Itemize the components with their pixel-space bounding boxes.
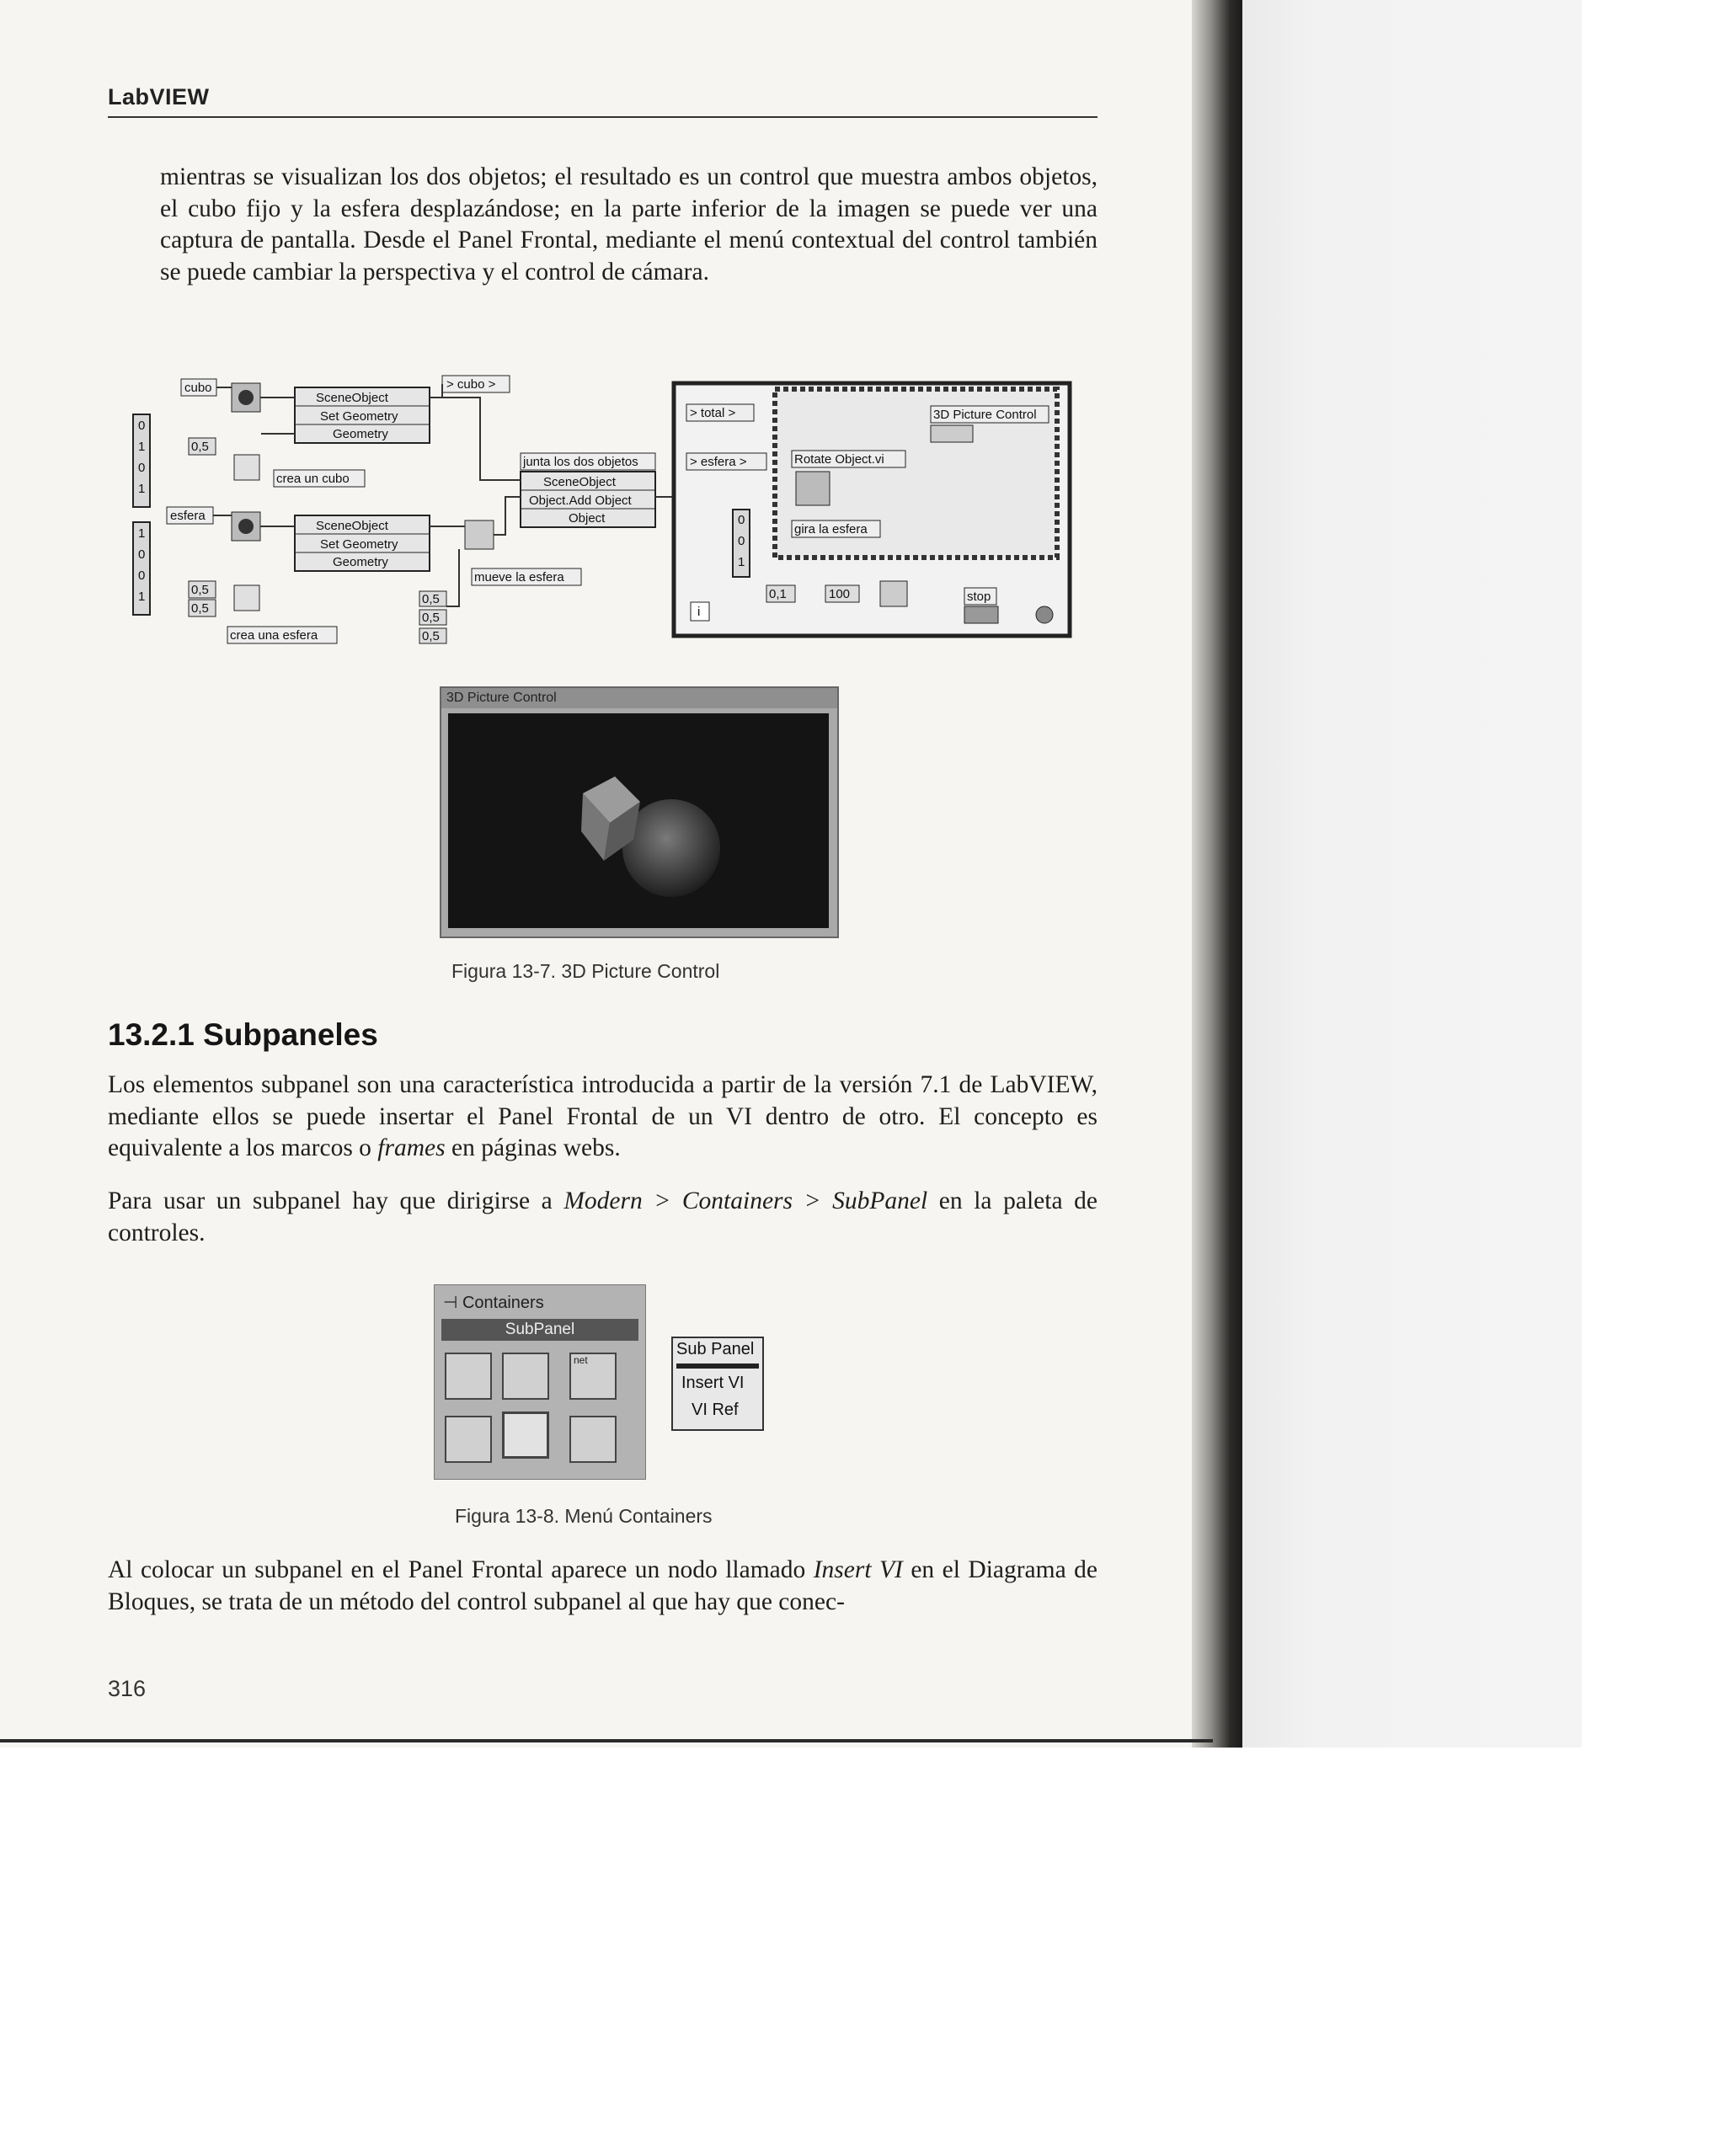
crea-cubo-label: crea un cubo (276, 472, 350, 486)
stop-label: stop (967, 590, 991, 604)
esfera-label: esfera (170, 509, 206, 523)
bit-2-2: 0 (138, 568, 146, 583)
scene-object-3: SceneObject (543, 475, 616, 489)
bit-3-0: 0 (738, 513, 745, 527)
wait-timer-icon (880, 581, 907, 606)
subpanel-node-method: Insert VI (681, 1374, 745, 1392)
paragraph-3-italic: Insert VI (813, 1556, 903, 1583)
header-rule (108, 116, 1097, 118)
paragraph-3-text-a: Al colocar un subpanel en el Panel Frontal aparece un nodo llamado (108, 1556, 814, 1583)
property-node-1 (295, 387, 430, 443)
vertical-splitter-icon (502, 1353, 549, 1400)
picture-control-title: 3D Picture Control (441, 688, 837, 708)
rotate-label: Rotate Object.vi (794, 452, 884, 467)
bit-2-1: 0 (138, 547, 146, 562)
iteration-label: i (697, 605, 701, 619)
const-05-c: 0,5 (191, 601, 209, 616)
picture-control-canvas (448, 713, 829, 928)
header-title: LabVIEW (108, 84, 210, 109)
picture-control-window (440, 686, 839, 938)
move-sphere-icon (465, 520, 494, 549)
stop-terminal-icon (964, 606, 998, 623)
crea-esfera-label: crea una esfera (230, 628, 318, 643)
paragraph-2-italic: Modern > Containers > SubPanel (563, 1187, 928, 1214)
intro-paragraph (160, 162, 1097, 288)
create-cube-icon (234, 455, 259, 480)
mueve-esfera-label: mueve la esfera (474, 570, 564, 584)
bit-1-1: 1 (138, 440, 146, 454)
horizontal-splitter-icon (445, 1353, 492, 1400)
cube-sphere-glyph-icon (238, 390, 254, 405)
stop-condition-icon (1036, 606, 1053, 623)
subpanel-icon (502, 1412, 549, 1459)
set-geometry-2: Set Geometry (320, 537, 398, 552)
paragraph-3 (108, 1555, 1097, 1618)
total-local-label: > total > (690, 406, 736, 420)
page-bottom-edge (0, 1739, 1213, 1742)
section-title: Subpaneles (203, 1017, 378, 1052)
rotate-object-icon (796, 472, 830, 505)
gira-label: gira la esfera (794, 522, 868, 536)
geometry-2: Geometry (333, 555, 388, 569)
subpanel-invoke-node (671, 1337, 764, 1431)
object-label: Object (569, 511, 606, 526)
activex-container-icon (569, 1416, 617, 1463)
geometry-1: Geometry (333, 427, 388, 441)
running-header (108, 84, 1097, 118)
paragraph-2-text-a: Para usar un subpanel hay que dirigirse a (108, 1187, 564, 1214)
const-05-e: 0,5 (422, 611, 440, 625)
bit-2-3: 1 (138, 590, 146, 604)
property-node-2 (295, 515, 430, 571)
const-05-d: 0,5 (422, 592, 440, 606)
bit-3-2: 1 (738, 555, 745, 569)
palette-title: Containers (462, 1294, 544, 1312)
page-number: 316 (108, 1676, 147, 1701)
picture-control-label: 3D Picture Control (933, 408, 1037, 422)
palette-pin-icon: ⊣ (443, 1294, 458, 1312)
const-100: 100 (829, 587, 851, 601)
subpanel-node-title: Sub Panel (676, 1340, 755, 1358)
paragraph-1-text-b: en páginas webs. (445, 1134, 621, 1161)
facing-page-edge (1204, 0, 1582, 1748)
set-geometry-1: Set Geometry (320, 409, 398, 424)
paragraph-2-text-b: en la paleta de controles. (108, 1187, 1097, 1246)
bit-1-2: 0 (138, 461, 146, 475)
bit-array-1 (133, 414, 150, 507)
palette-selected-item: SubPanel (441, 1319, 638, 1341)
paragraph-1 (108, 1070, 1097, 1165)
while-loop (674, 383, 1070, 636)
3d-scene (448, 713, 829, 928)
bit-1-0: 0 (138, 419, 146, 433)
scene-object-2: SceneObject (316, 519, 388, 533)
scene-object-1: SceneObject (316, 391, 388, 405)
page-gutter-shadow (1192, 0, 1242, 1748)
tab-control-icon (445, 1416, 492, 1463)
containers-palette (434, 1284, 646, 1480)
const-01: 0,1 (769, 587, 787, 601)
paragraph-1-text-a: Los elementos subpanel son una característica introducida a partir de la versión 7.1 de LabVIEW, mediante ellos se puede insertar el Panel Frontal de un VI dentro de otro. El concepto es equivalente a los marcos o (108, 1071, 1097, 1161)
invoke-node (521, 453, 655, 527)
const-05-f: 0,5 (422, 629, 440, 643)
esfera-local-label: > esfera > (690, 455, 747, 469)
cubo-label: cubo (184, 381, 212, 395)
cubo-local-label: > cubo > (446, 377, 496, 392)
section-number: 13.2.1 (108, 1017, 195, 1052)
subpanel-node-terminal: VI Ref (692, 1401, 739, 1419)
sphere-glyph-icon (238, 519, 254, 534)
intro-text: mientras se visualizan los dos objetos; el resultado es un control que muestra ambos objetos, el cubo fijo y la esfera desplazándose; en la parte inferior de la imagen se puede ver una captura de pantalla. Desde el Panel Frontal, mediante el menú contextual del control también se puede cambiar la perspectiva y el control de cámara. (160, 163, 1097, 286)
create-sphere-icon (234, 585, 259, 611)
paragraph-1-italic: frames (377, 1134, 446, 1161)
junta-label: junta los dos objetos (523, 455, 638, 469)
bit-2-0: 1 (138, 526, 146, 541)
block-diagram (126, 371, 1078, 665)
net-label: net (574, 1354, 588, 1366)
paragraph-3-text-b: en el Diagrama de Bloques, se trata de un método del control subpanel al que hay que conec- (108, 1556, 1098, 1615)
subpanel-node-divider (676, 1364, 759, 1369)
figure-13-8-caption: Figura 13-8. Menú Containers (455, 1505, 713, 1527)
const-05-a: 0,5 (191, 440, 209, 454)
section-heading (108, 1017, 378, 1053)
dotnet-container-icon (569, 1353, 617, 1400)
picture-control-terminal-icon (931, 425, 973, 442)
paragraph-2 (108, 1186, 1097, 1249)
palette-header (443, 1292, 544, 1313)
add-object-label: Object.Add Object (529, 494, 632, 508)
bit-array-2 (133, 522, 150, 615)
bit-3-1: 0 (738, 534, 745, 548)
figure-13-7-caption: Figura 13-7. 3D Picture Control (451, 960, 720, 982)
const-05-b: 0,5 (191, 583, 209, 597)
bit-1-3: 1 (138, 482, 146, 496)
